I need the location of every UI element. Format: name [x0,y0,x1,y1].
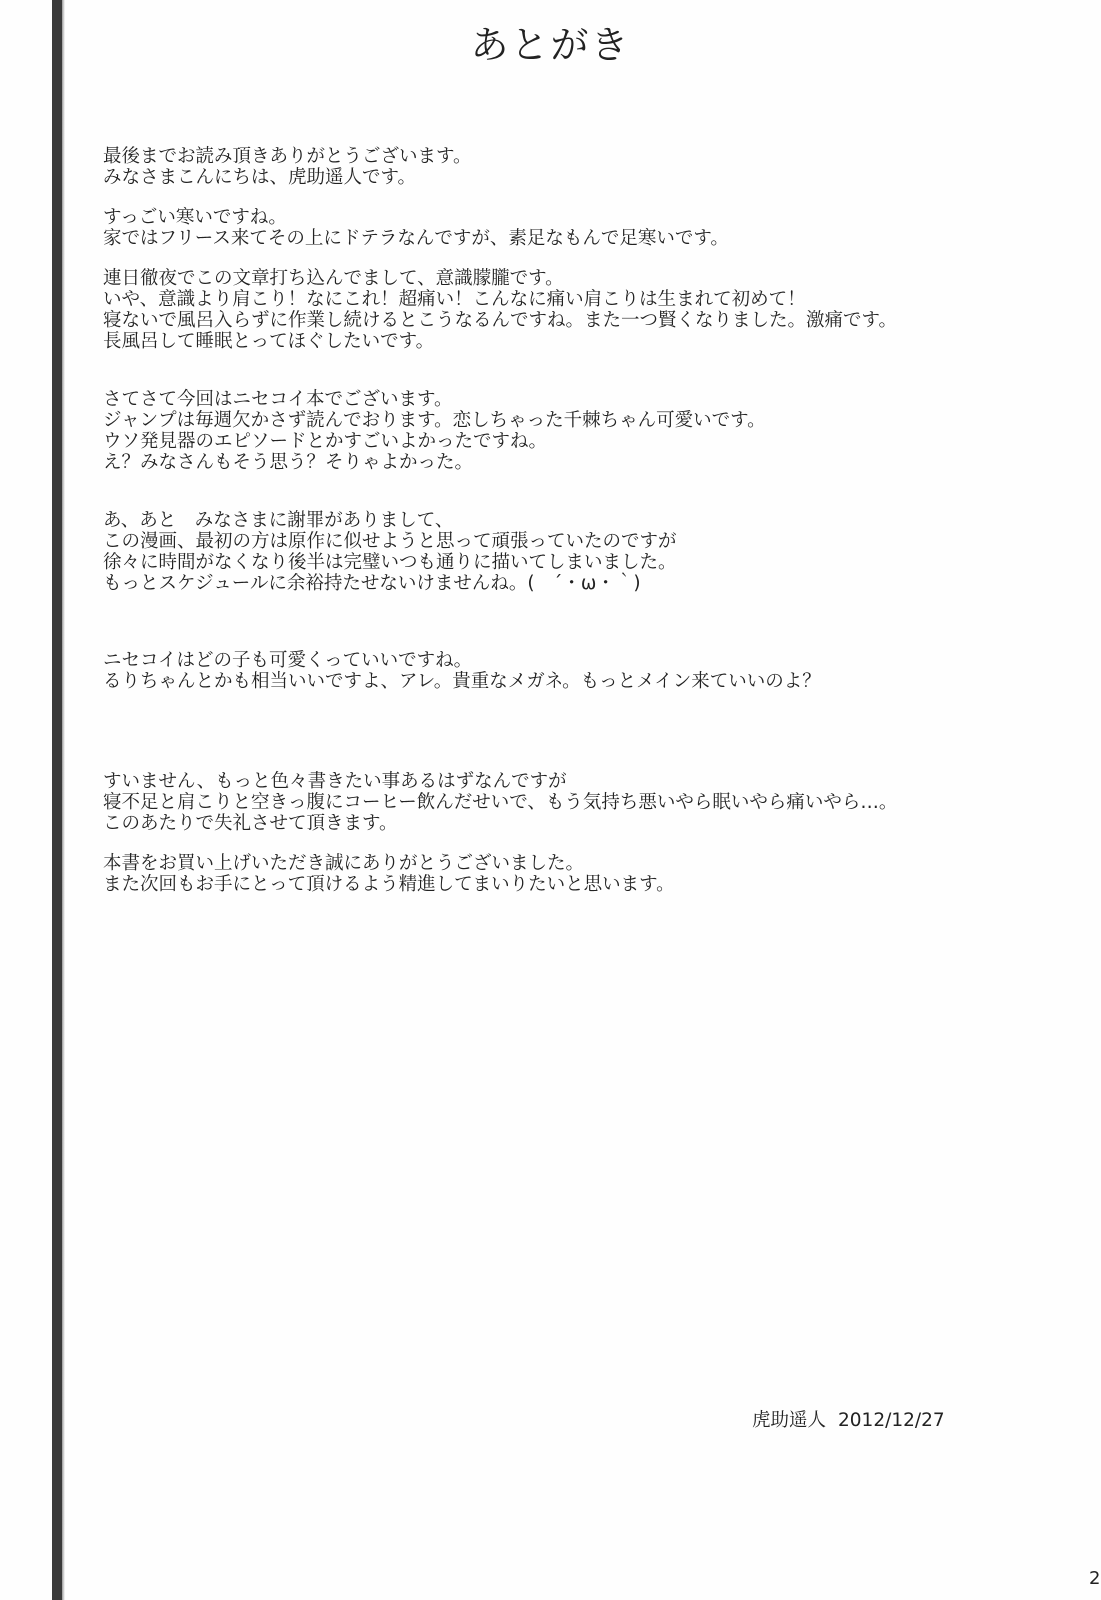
text-line: さてさて今回はニセコイ本でございます。 [103,389,453,410]
text-line: また次回もお手にとって頂けるよう精進してまいりたいと思います。 [103,874,675,895]
paragraph-shoulder [103,268,1083,352]
text-line: もっとスケジュールに余裕持たせないけませんね。( ´・ω・｀) [103,573,641,594]
paragraph-greeting [103,146,1083,188]
paragraph-nisekoi [103,389,1083,473]
text-line: ウソ発見器のエピソードとかすごいよかったですね。 [103,431,548,452]
text-line: え？みなさんもそう思う？そりゃよかった。 [103,452,474,473]
text-line: 寝ないで風呂入らずに作業し続けるとこうなるんですね。また一つ賢くなりました。激痛です。 [103,310,898,331]
text-line: この漫画、最初の方は原作に似せようと思って頑張っていたのですが [103,531,677,552]
signature-date: 2012/12/27 [838,1410,945,1431]
text-line: 連日徹夜でこの文章打ち込んでまして、意識朦朧です。 [103,268,564,289]
text-line: 最後までお読み頂きありがとうございます。 [103,146,472,167]
binding-spine [52,0,62,1600]
signature-author: 虎助遥人 [752,1410,827,1431]
text-line: すいません、もっと色々書きたい事あるはずなんですが [103,771,567,792]
paragraph-cold [103,207,1083,249]
text-line: 寝不足と肩こりと空きっ腹にコーヒー飲んだせいで、もう気持ち悪いやら眠いやら痛いやら…。 [103,792,898,813]
text-line: このあたりで失礼させて頂きます。 [103,813,398,834]
paragraph-characters [103,650,1083,692]
text-line: いや、意識より肩こり！なにこれ！超痛い！こんなに痛い肩こりは生まれて初めて！ [103,289,806,310]
afterword-body [103,146,1083,895]
binding-shadow [62,0,65,1600]
signature [752,1410,945,1432]
text-line: あ、あと みなさまに謝罪がありまして、 [103,510,454,531]
text-line: ニセコイはどの子も可愛くっていいですね。 [103,650,473,671]
text-line: 徐々に時間がなくなり後半は完璧いつも通りに描いてしまいました。 [103,552,677,573]
text-line: るりちゃんとかも相当いいですよ、アレ。貴重なメガネ。もっとメイン来ていいのよ？ [103,671,821,692]
text-line: 家ではフリース来てその上にドテラなんですが、素足なもんで足寒いです。 [103,228,729,249]
paragraph-apology [103,510,1083,594]
paragraph-thanks [103,853,1083,895]
afterword-title: あとがき [470,23,631,67]
text-line: 本書をお買い上げいただき誠にありがとうございました。 [103,853,585,874]
page-number: 2 [1089,1568,1101,1589]
text-line: みなさまこんにちは、虎助遥人です。 [103,167,417,188]
text-line: ジャンプは毎週欠かさず読んでおります。恋しちゃった千棘ちゃん可愛いです。 [103,410,766,431]
paragraph-closing [103,771,1083,834]
text-line: 長風呂して睡眠とってほぐしたいです。 [103,331,435,352]
text-line: すっごい寒いですね。 [103,207,287,228]
